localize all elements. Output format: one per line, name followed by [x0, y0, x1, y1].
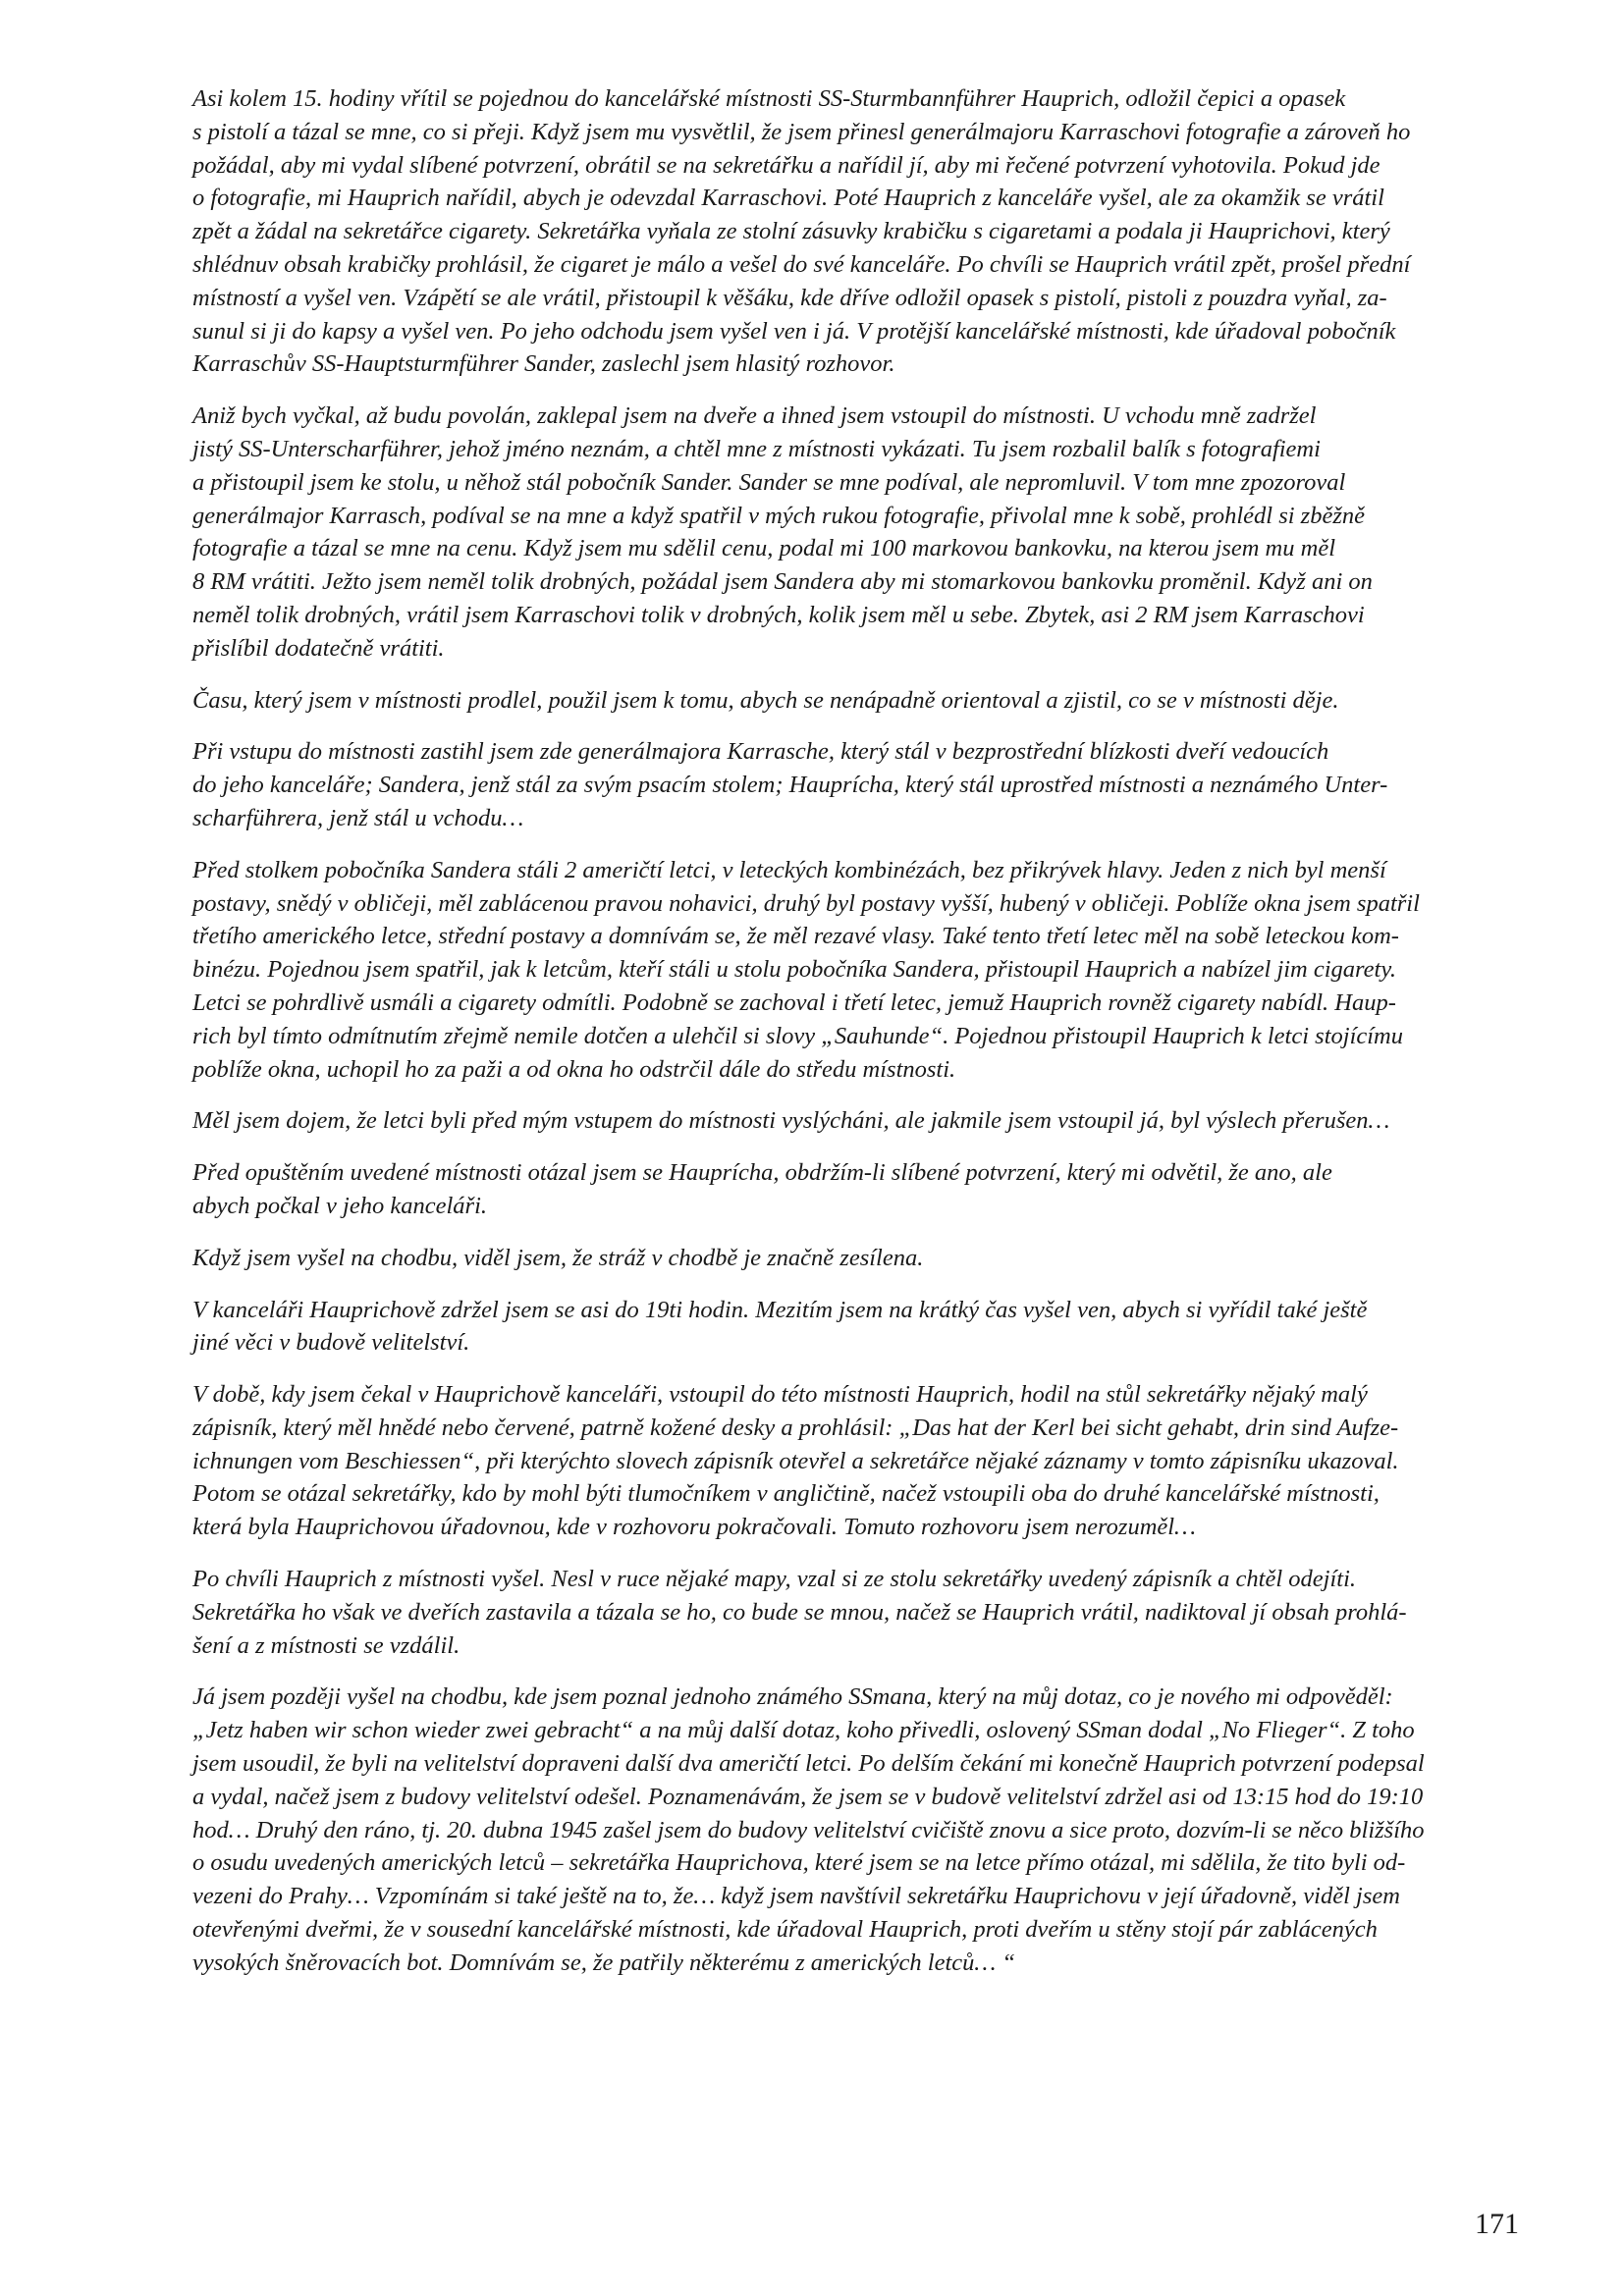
paragraph: V době, kdy jsem čekal v Hauprichově kanceláři, vstoupil do této místnosti Hauprich, hodil na stůl sekretářky nějaký malý zápisník, který měl hnědé nebo červené, patrně kožené desky a prohlásil: „Das hat der Kerl bei sicht gehabt, drin sind Aufze- ichnungen vom Beschiessen“, při kterýchto slovech zápisník otevřel a sekretářce nějaké záznamy v tomto zápisníku ukazoval. Potom se otázal sekretářky, kdo by mohl býti tlumočníkem v angličtině, načež vstoupili oba do druhé kancelářské místnosti, která byla Hauprichovou úřadovnou, kde v rozhovoru pokračovali. Tomuto rozhovoru jsem nerozuměl…	[192, 1381, 1399, 1541]
paragraph: Aniž bych vyčkal, až budu povolán, zaklepal jsem na dveře a ihned jsem vstoupil do místnosti. U vchodu mně zadržel jistý SS-Unterscharführer, jehož jméno neznám, a chtěl mne z místnosti vykázati. Tu jsem rozbalil balík s fotografiemi a přistoupil jsem ke stolu, u něhož stál pobočník Sander. Sander se mne podíval, ale nepromluvil. V tom mne zpozoroval generálmajor Karrasch, podíval se na mne a když spatřil v mých rukou fotografie, přivolal mne k sobě, prohlédl si zběžně fotografie a tázal se mne na cenu. Když jsem mu sdělil cenu, podal mi 100 markovou bankovku, na kterou jsem mu měl 8 RM vrátiti. Ježto jsem neměl tolik drobných, požádal jsem Sandera aby mi stomarkovou bankovku proměnil. Když ani on neměl tolik drobných, vrátil jsem Karraschovi tolik v drobných, kolik jsem měl u sebe. Zbytek, asi 2 RM jsem Karraschovi přislíbil dodatečně vrátiti.	[192, 402, 1373, 662]
paragraph: Při vstupu do místnosti zastihl jsem zde generálmajora Karrasche, který stál v bezprostřední blízkosti dveří vedoucích do jeho kanceláře; Sandera, jenž stál za svým psacím stolem; Hauprícha, který stál uprostřed místnosti a neznámého Unter- scharführera, jenž stál u vchodu…	[192, 738, 1388, 831]
paragraph: Když jsem vyšel na chodbu, viděl jsem, že stráž v chodbě je značně zesílena.	[192, 1244, 924, 1271]
paragraph: Před opuštěním uvedené místnosti otázal jsem se Hauprícha, obdržím-li slíbené potvrzení, který mi odvětil, že ano, ale abych počkal v jeho kanceláři.	[192, 1159, 1332, 1219]
paragraph: V kanceláři Hauprichově zdržel jsem se asi do 19ti hodin. Mezitím jsem na krátký čas vyšel ven, abych si vyřídil také ještě jiné věci v budově velitelství.	[192, 1296, 1368, 1357]
page-number: 171	[1475, 2208, 1519, 2240]
paragraph: Po chvíli Hauprich z místnosti vyšel. Nesl v ruce nějaké mapy, vzal si ze stolu sekretářky uvedený zápisník a chtěl odejíti. Sekretářka ho však ve dveřích zastavila a tázala se ho, co bude se mnou, načež se Hauprich vrátil, nadiktoval jí obsah prohlá- šení a z místnosti se vzdálil.	[192, 1566, 1407, 1659]
paragraph: Času, který jsem v místnosti prodlel, použil jsem k tomu, abych se nenápadně orientoval a zjistil, co se v místnosti děje.	[192, 686, 1339, 714]
paragraph: Já jsem později vyšel na chodbu, kde jsem poznal jednoho známého SSmana, který na můj dotaz, co je nového mi odpověděl: „Jetz haben wir schon wieder zwei gebracht“ a na můj další dotaz, koho přivedli, oslovený SSman dodal „No Flieger“. Z toho jsem usoudil, že byli na velitelství dopraveni další dva američtí letci. Po delším čekání mi konečně Hauprich potvrzení podepsal a vydal, načež jsem z budovy velitelství odešel. Poznamenávám, že jsem se v budově velitelství zdržel asi od 13:15 hod do 19:10 hod… Druhý den ráno, tj. 20. dubna 1945 zašel jsem do budovy velitelství cvičiště znovu a sice proto, dozvím-li se něco bližšího o osudu uvedených amerických letců – sekretářka Hauprichova, které jsem se na letce přímo otázal, mi sdělila, že tito byli od- vezeni do Prahy… Vzpomínám si také ještě na to, že… když jsem navštívil sekretářku Hauprichovu v její úřadovně, viděl jsem otevřenými dveřmi, že v sousední kancelářské místnosti, kde úřadoval Hauprich, proti dveřím u stěny stojí pár zablácených vysokých šněrovacích bot. Domnívám se, že patřily některému z amerických letců… “	[192, 1683, 1425, 1976]
paragraph: Před stolkem pobočníka Sandera stáli 2 američtí letci, v leteckých kombinézách, bez přikrývek hlavy. Jeden z nich byl menší postavy, snědý v obličeji, měl zablácenou pravou nohavici, druhý byl postavy vyšší, hubený v obličeji. Poblíže okna jsem spatřil třetího amerického letce, střední postavy a domnívám se, že měl rezavé vlasy. Také tento třetí letec měl na sobě leteckou kom- binézu. Pojednou jsem spatřil, jak k letcům, kteří stáli u stolu pobočníka Sandera, přistoupil Hauprich a nabízel jim cigarety. Letci se pohrdlivě usmáli a cigarety odmítli. Podobně se zachoval i třetí letec, jemuž Hauprich rovněž cigarety nabídl. Haup- rich byl tímto odmítnutím zřejmě nemile dotčen a ulehčil si slovy „Sauhunde“. Pojednou přistoupil Hauprich k letci stojícímu poblíže okna, uchopil ho za paži a od okna ho odstrčil dále do středu místnosti.	[192, 856, 1420, 1083]
paragraph: Asi kolem 15. hodiny vřítil se pojednou do kancelářské místnosti SS-Sturmbannführer Hauprich, odložil čepici a opasek s pistolí a tázal se mne, co si přeji. Když jsem mu vysvětlil, že jsem přinesl generálmajoru Karraschovi fotografie a zároveň ho požádal, aby mi vydal slíbené potvrzení, obrátil se na sekretářku a nařídil jí, aby mi řečené potvrzení vyhotovila. Pokud jde o fotografie, mi Hauprich nařídil, abych je odevzdal Karraschovi. Poté Hauprich z kanceláře vyšel, ale za okamžik se vrátil zpět a žádal na sekretářce cigarety. Sekretářka vyňala ze stolní zásuvky krabičku s cigaretami a podala ji Hauprichovi, který shlédnuv obsah krabičky prohlásil, že cigaret je málo a vešel do své kanceláře. Po chvíli se Hauprich vrátil zpět, prošel přední místností a vyšel ven. Vzápětí se ale vrátil, přistoupil k věšáku, kde dříve odložil opasek s pistolí, pistoli z pouzdra vyňal, za- sunul si ji do kapsy a vyšel ven. Po jeho odchodu jsem vyšel ven i já. V protější kancelářské místnosti, kde úřadoval pobočník Karraschův SS-Hauptsturmführer Sander, zaslechl jsem hlasitý rozhovor.	[192, 85, 1411, 378]
paragraph: Měl jsem dojem, že letci byli před mým vstupem do místnosti vyslýcháni, ale jakmile jsem vstoupil já, byl výslech přerušen…	[192, 1107, 1390, 1135]
page-body	[192, 82, 1543, 1999]
